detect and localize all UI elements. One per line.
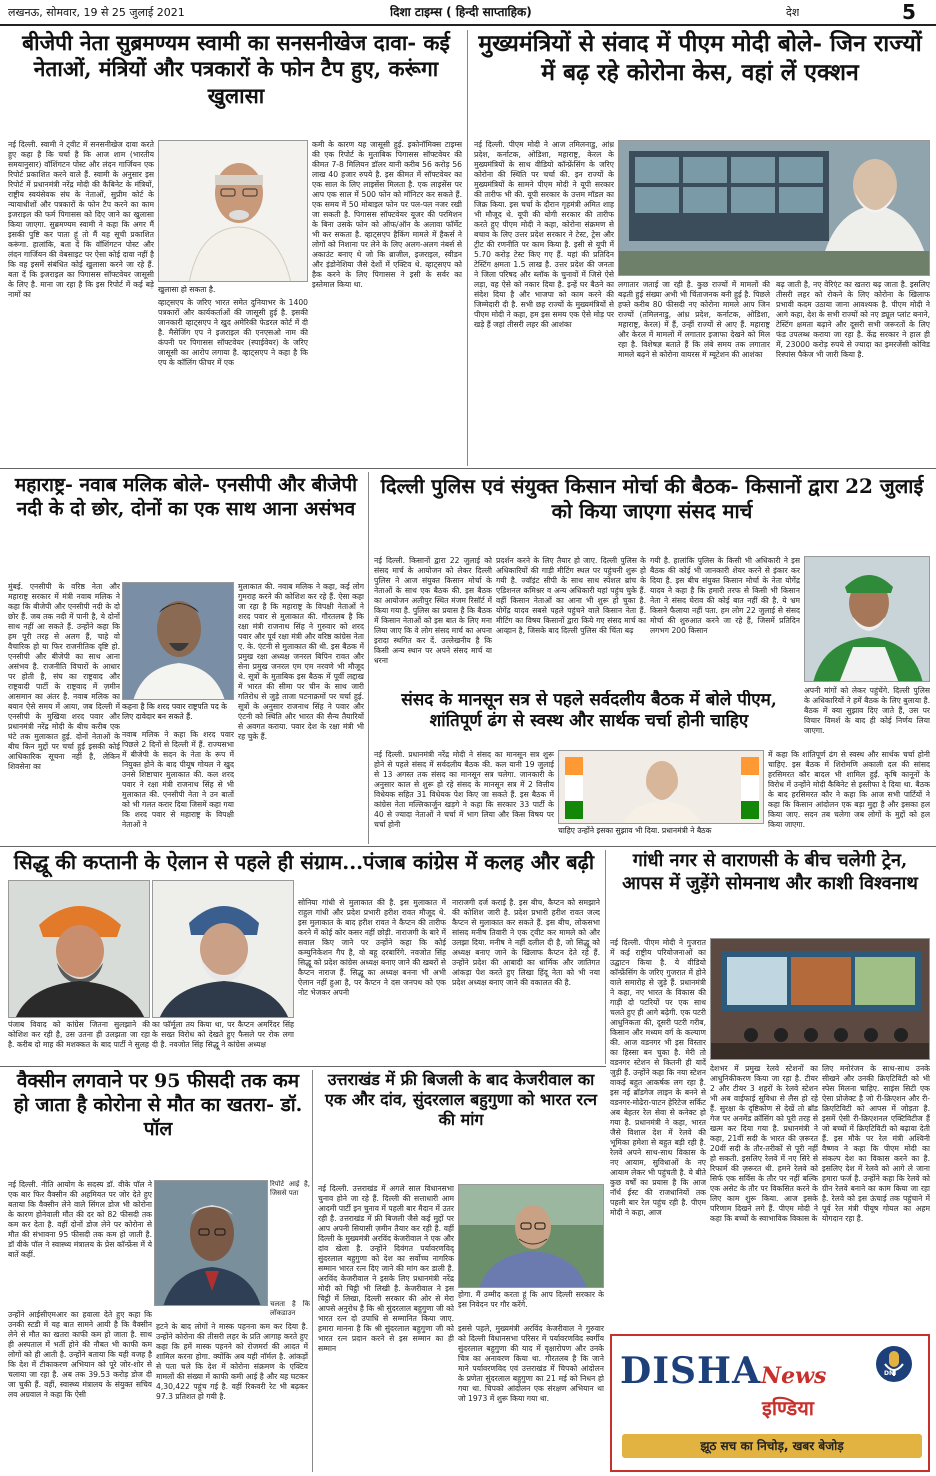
swamy-caption: खुलासा हो सकता है. bbox=[158, 285, 216, 294]
headline-vaccine: वैक्सीन लगवाने पर 95 फीसदी तक कम हो जाता है कोरोना से मौत का खतरा- डॉ. पॉल bbox=[13, 1070, 303, 1140]
sidhu-photo bbox=[8, 880, 150, 1018]
nawab-col-2: नवाब मलिक ने कहा कि शरद पवार पिछले 2 दिनों से दिल्ली में हैं. राज्यसभा में बीजेपी के सदन के नेता के रूप में नियुक्त होने के बाद पीयूष गोयल ने खुद उनसे शिष्टाचार मुलाकात की. कल शरद पवार ने रक्षा मंत्री राजनाथ सिंह से भी मुलाकात की. एनसीपी नेता ने उन बातों को भी गलत करार दिया जिसमें कहा गया कि शरद पवार से महाराष्ट्र के विपक्षी नेताओं ने bbox=[122, 730, 234, 830]
column-divider bbox=[605, 850, 606, 1064]
mic-label: DNI bbox=[884, 1370, 897, 1377]
train-col-1: नई दिल्ली. पीएम मोदी ने गुजरात में कई राष्ट्रीय परियोजनाओं का उद्घाटन किया है. ये वीडियो कॉन्फ्रेंसिंग के जरिए गुजरात में होने वाले समारोह से जुड़े हैं. प्रधानमंत्री ने कहा, नए भारत के विकास की गाड़ी दो पटरियों पर एक साथ चलते हुए ही आगे बढ़ेगी. एक पटरी आधुनिकता की, दूसरी पटरी गरीब, किसान और मध्यम वर्ग के कल्याण की. आज वडनगर भी इस विस्तार का हिस्सा बन चुका है. मेरी तो वडनगर स्टेशन से कितनी ही यादें जुड़ी हैं. उन्होंने कहा कि नया स्टेशन वाकई बहुत आकर्षक लग रहा है. इस नई ब्रॉडगेज लाइन के बनने से वडनगर-मोढेरा-पाटन हेरिटेज सर्किट अब बेहतर रेल सेवा से कनेक्ट हो गया है. प्रधानमंत्री ने कहा, भारत जैसे विशाल देश में रेलवे की भूमिका हमेशा से बहुत बड़ी रही है. रेलवे अपने साथ-साथ विकास के नए आयाम, सुविधाओं के नए आयाम लेकर भी पहुंचती है. ये बीते कुछ वर्षों का प्रयास है कि आज नॉर्थ ईस्ट की राजधानियों तक पहली बार रेल पहुंच रही है. पीएम मोदी ने कहा, आज bbox=[610, 938, 706, 1218]
column-divider bbox=[312, 1070, 313, 1472]
microphone-icon bbox=[874, 1344, 914, 1384]
headline-nawab-malik: महाराष्ट्र- नवाब मलिक बोले- एनसीपी और बीजेपी नदी के दो छोर, दोनों का एक साथ आना असंभव bbox=[14, 474, 358, 520]
kejriwal-col-1: नई दिल्ली. उत्तराखंड में अगले साल विधानसभा चुनाव होने जा रहे हैं. दिल्ली की सत्ताधारी आम आदमी पार्टी इन चुनाव में पहली बार मैदान में उतर रही है. उत्तराखंड में फ्री बिजली जैसे कई मुद्दों पर आप अपनी सियासी ज़मीन तैयार कर रही है. वहीं दिल्ली के मुख्यमंत्री अरविंद केजरीवाल ने एक और दांव खेला है. उन्होंने दिवंगत पर्यावरणविद् सुंदरलाल बहुगुणा को देश का सर्वोच्च नागरिक सम्मान भारत रत्न दिए जाने की मांग कर डाली है. अरविंद केजरीवाल ने इसके लिए प्रधानमंत्री नरेंद्र मोदी को चिट्ठी भी लिखी है. केजरीवाल ने इस चिट्ठी में लिखा, दिल्ली सरकार की ओर से मेरा आपसे अनुरोध है कि श्री सुंदरलाल बहुगुणा जी को भारत रत्न दो उपाधि से सम्मानित किया जाए. हमारा मानना है कि श्री सुंदरलाल बहुगुणा जी को भारत रत्न प्रदान करने से इस सम्मान का ही सम्मान bbox=[318, 1184, 454, 1354]
kisan-col-3: गयी है. हालांकि पुलिस के किसी भी अधिकारी ने इस बैठक की कोई भी जानकारी शेयर करने से इंकार कर दिया है. इस बीच संयुक्त किसान मोर्चा के नेता योगेंद्र यादव ने कहा है कि हमारी तरफ से किसी भी किसान नेता ने संसद घेराव की कोई बात नहीं की है. ये भ्रम किसने फैलाया नहीं पता. हम लोग 22 जुलाई से संसद मोर्चा की शुरुआत करने जा रहे हैं, जिसमें प्रतिदिन लगभग 200 किसान bbox=[650, 556, 800, 636]
allparty-col-2: में कहा कि शांतिपूर्ण ढंग से स्वस्थ और सार्थक चर्चा होनी चाहिए. इस बैठक में शिरोमणि अकाली दल की सांसद हरसिमरत कौर बादल भी शामिल हुईं. कृषि कानूनों के विरोध में उन्होंने मोदी कैबिनेट से इस्तीफा दे दिया था. बैठक के बाद हरसिमरत कौर ने कहा कि आज सभी पार्टियों ने कहा कि किसान आंदोलन एक बड़ा मुद्दा है और इसका हल किया जाए. सदन तब चलेगा जब लोगों के मुद्दों को हल किया जाएगा. bbox=[768, 750, 930, 830]
amarinder-photo bbox=[152, 880, 294, 1018]
nawab-malik-photo bbox=[122, 582, 234, 700]
headline-all-party-meeting: संसद के मानसून सत्र से पहले सर्वदलीय बैठक में बोले पीएम, शांतिपूर्ण ढंग से स्वस्थ और सार्थक चर्चा होनी चाहिए bbox=[401, 690, 777, 732]
vaccine-col-2: हटने के बाद लोगों ने मास्क पहनना कम कर दिया है. उन्होंने कोरोना की तीसरी लहर के प्रति आगाह करते हुए कहा कि हमें मास्क पहनने को रोजमर्रा की आदत में शामिल करना होगा. क्योंकि अब यही नॉर्मल है. आंकड़ों से पता चले कि देश में कोरोना संक्रमण के एक्टिव मामलों की संख्या में काफी कमी आई है और यह घटकर 4,30,422 पहुंच गई है. वहीं रिकवरी रेट भी बढ़कर 97.3 प्रतिशत हो गयी है. bbox=[156, 1322, 308, 1402]
punjab-caption-2: का फॉर्मूला तय किया था, पर कैप्टन अमरिंदर सिंह के सख्त विरोध को देखते हुए फैसले पर रोक लगा दी है. नवजोत सिंह सिद्धू ने कांग्रेस अध्यक्ष bbox=[152, 1020, 294, 1050]
column-divider bbox=[368, 472, 369, 844]
row-divider bbox=[0, 1066, 606, 1067]
column-divider bbox=[467, 30, 468, 466]
allparty-col-1: नई दिल्ली. प्रधानमंत्री नरेंद्र मोदी ने संसद का मानसून सत्र शुरू होने से पहले संसद में सर्वदलीय बैठक की. कल यानी 19 जुलाई से 13 अगस्त तक संसद का मानसून सत्र चलेगा. जानकारी के अनुसार काल से शुरू हो रहे संसद के मानसून सत्र में 2 वित्तीय विधेयक सहित 31 विधेयक पेश किए जा सकते हैं. इस बैठक में कांग्रेस नेता मल्लिकार्जुन खड़गे ने कहा कि सरकार 33 पार्टी के 40 से ज्यादा नेताओं ने चर्चा में भाग लिया और किस विषय पर चर्चा होनी bbox=[374, 750, 554, 830]
nawab-caption: कहना है कि शरद पवार राष्ट्रपति पद के लिए दावेदार बन सकते हैं. bbox=[122, 702, 227, 721]
headline-punjab-congress: सिद्धू की कप्तानी के ऐलान से पहले ही संग्राम...पंजाब कांग्रेस में कलह और बढ़ी bbox=[13, 850, 595, 874]
brand-hindi: इण्डिया bbox=[762, 1396, 814, 1420]
portrait-illustration bbox=[153, 881, 294, 1018]
portrait-illustration bbox=[159, 141, 308, 282]
disha-news-ad[interactable] bbox=[610, 1334, 930, 1472]
vaccine-intro: नई दिल्ली. नीति आयोग के सदस्य डॉ. वीके पॉल ने एक बार फिर वैक्सीन की अहमियत पर जोर देते हुए बताया कि वैक्सीन लेने वाले सिंगल डोज भी कोरोना के कारण होनेवाली मौत की दर को 82 फीसदी तक कम कर देता है. वहीं दोनों डोज लेने पर कोरोना से मौत की संभावना 95 फीसदी तक कम हो जाती है. डॉ वीके पॉल ने स्वास्थ्य मंत्रालय के प्रेस कॉन्फ्रेंस में ये बातें कहीं. bbox=[8, 1180, 152, 1260]
vaccine-side-1: रिपोर्ट आई है, जिससे पता bbox=[270, 1180, 310, 1198]
pm-video-conference-photo bbox=[618, 140, 930, 276]
allparty-caption: चाहिए उन्होंने इसका सुझाव भी दिया. प्रधानमंत्री ने बैठक bbox=[558, 826, 712, 835]
pm-cms-col-2: लगातार जताई जा रही है. कुछ राज्यों में मामलों की बढ़ती हुई संख्या अभी भी चिंताजनक बनी हुई है. पिछले हफ्ते करीब 80 फीसदी नए कोरोना मामले आप जिन राज्यों (तमिलनाडु, आंध्र प्रदेश, कर्नाटक, ओडिशा, महाराष्ट्र, केरल) में हैं, उन्हीं राज्यों से आए हैं. महाराष्ट्र और केरल में मामलों में लगातार इजाफा देखने को मिल रहा है. विशेषज्ञ बताते हैं कि लंबे समय तक लगातार मामले बढ़ने से कोरोना वायरस में म्यूटेशन की आशंका bbox=[618, 280, 770, 360]
train-col-3: लिए मनोरंजन के साथ-साथ उनके सीखने और उनकी क्रिएटिविटी को भी स्पेस मिलना चाहिए. साइंस सिटी एक ऐसा प्रोजेक्ट है जो री-क्रिएशन और री-क्रिएटिविटी को आपस में जोड़ता है. इसमें ऐसी री-क्रिएशनल एक्टिविटीज हैं जो बच्चों में क्रिएटिविटी को बढ़ावा देती हैं. इस मौके पर रेल मंत्री अश्विनी वैष्णव ने कहा कि पीएम मोदी का संकल्प देश का विकास करने का है. इसलिए देश में रेलवे को आगे ले जाना हमारा फर्ज है. उन्होंने कहा कि रेलवे को ग्रीन रेलवे बनाने का काम किया जा रहा है. रेलवे को इस ऊंचाई तक पहुंचाने में पूर्व रेल मंत्री पीयूष गोयल का अहम योगदान रहा है. bbox=[822, 1064, 930, 1224]
swamy-photo bbox=[158, 140, 308, 282]
masthead bbox=[0, 0, 936, 26]
train-col-2: देशभर में प्रमुख रेलवे स्टेशनों का आधुनिकीकरण किया जा रहा है. टीयर 2 और टीयर 3 शहरों के रेलवे स्टेशन भी अब वाईफाई सुविधा से लैस हो रहे हैं. सुरक्षा के दृष्टिकोण से देखें तो ब्रॉड गेज पर अनमेंड क्रॉसिंग को पूरी तरह से खत्म कर दिया गया है. प्रधानमंत्री ने कहा, 21वीं सदी के भारत की ज़रूरत 20वीं सदी के तौर-तरीकों से पूरी नहीं हो सकती. इसलिए रेलवे में नए सिरे से रिफार्म की ज़रूरत थी. हमने रेलवे को सिर्फ एक सर्विस के तौर पर नहीं बल्कि एक असेट के तौर पर विकसित करने के लिए काम शुरू किया. आज इसके परिणाम दिखने लगे हैं. पीएम मोदी ने कहा कि बच्चों के स्वाभाविक विकास के bbox=[710, 1064, 818, 1224]
nawab-col-1: मुंबई. एनसीपी के वरिष्ठ नेता और महाराष्ट्र सरकार में मंत्री नवाब मलिक ने कहा कि बीजेपी और एनसीपी नदी के दो छोर हैं. जब तक नदी में पानी है, ये दोनों साथ नहीं आ सकते हैं. उन्होंने कहा कि हम पूरी तरह से अलग हैं, चाहे वो वैचारिक हो या फिर राजनीतिक दृष्टि हो. एनसीपी और बीजेपी का साथ आना असंभव है. राजनीति विचारों के आधार पर होती है, संघ का राष्ट्रवाद और राष्ट्रवादी पार्टी के राष्ट्रवाद में ज़मीन आसमान का अंतर है. नवाब मलिक का बयान ऐसे समय में आया, जब दिल्ली में एनसीपी के मुखिया शरद पवार और प्रधानमंत्री नरेंद्र मोदी के बीच करीब एक घंटे तक मुलाकात हुई. दोनों नेताओं के बीच किन मुद्दों पर चर्चा हुई इसकी कोई आधिकारिक सूचना नहीं है, लेकिन शिवसेना का bbox=[8, 582, 120, 772]
kisan-col-1: नई दिल्ली. किसानों द्वारा 22 जुलाई को संसद मार्च के आयोजन को लेकर दिल्ली पुलिस ने आज संयुक्त किसान मोर्चा के नेताओं के साथ एक बैठक की. इस बैठक का आयोजन अलीपुर स्थित मंजम रिसॉर्ट में किया गया है. पुलिस का प्रयास है कि बैठक में किसान नेताओं को इस बात के लिए मना लिया जाए कि वे लोग संसद मार्च का अपना इरादा स्थगित कर दें. उल्लेखनीय है कि किसी अन्य स्थान पर अपने संसद मार्च या धरना bbox=[374, 556, 492, 666]
pm-cms-col-3: बढ़ जाती है, नए वेरिएंट का खतरा बढ़ जाता है. इसलिए तीसरी लहर को रोकने के लिए कोरोना के खिलाफ प्रभावी कदम उठाया जाना आवश्यक है. पीएम मोदी ने आगे कहा, देश के सभी राज्यों को नए ड्यूल प्लांट बनाने, टेस्टिंग क्षमता बढ़ाने और दूसरी सभी जरूरतों के लिए फंड उपलब्ध कराया जा रहा है. केंद्र सरकार ने हाल ही में, 23000 करोड़ रुपये से ज्यादा का इमरजेंसी कोविड रिस्पांस पैकेज भी जारी किया है. bbox=[776, 280, 930, 360]
pm-meeting-photo bbox=[558, 750, 764, 824]
pm-cms-col-1: नई दिल्ली. पीएम मोदी ने आज तमिलनाडु, आंध्र प्रदेश, कर्नाटक, ओडिशा, महाराष्ट्र, केरल के मुख्यमंत्रियों के साथ वीडियो कॉन्फ्रेंसिंग के जरिए कोरोना की स्थिति पर चर्चा की. इन राज्यों के मुख्यमंत्रियों के सामने पीएम मोदी ने यूपी सरकार की तारीफ भी की. यूपी सरकार के उत्तम मॉडल का जिक्र किया. इस चर्चा के दौरान गृहमंत्री अमित शाह भी मौजूद थे. यूपी की योगी सरकार की तारीफ करते हुए पीएम मोदी ने कहा, कोरोना संक्रमण से बचाव के लिए उत्तर प्रदेश सरकार ने टेस्ट, ट्रेस और ट्रीट की रणनीति पर काम किया है. इसी से यूपी में 5.70 करोड़ टेस्ट किए गए हैं. यहां की प्रतिदिन टेस्टिंग क्षमता 1.5 लाख है. उत्तर प्रदेश की जनता ने जिला परिषद और ब्लॉक के चुनावों में जिसे ऐसे लड़ा, वह ऐसे को नकार दिया है. इन्हें घर बैठने का संदेश दिया है और भाजपा को काम करने की जिम्मेदारी दी है. सभी छह राज्यों के मुख्यमंत्रियों से पीएम मोदी ने कहा, हम इस समय एक ऐसे मोड़ पर खड़े हैं जहां तीसरी लहर की आशंका bbox=[474, 140, 614, 330]
portrait-illustration bbox=[123, 583, 234, 700]
row-divider bbox=[0, 846, 936, 847]
kisan-col-2: प्रदर्शन करने के लिए तैयार हो जाए. दिल्ली पुलिस के अधिकारियों की गाड़ी मीटिंग स्थल पर पहुंचनी शुरू हो गयी है. ज्वॉइंट सीपी के साथ साथ स्पेशल ब्रांच के एडिशनल कमिश्नर व अन्य अधिकारी यहां पहुंच चुके हैं. वहीं किसान नेताओं का आना भी शुरू हो चुका है. योगेंद्र यादव सबसे पहले पहुंचने वाले किसान नेता हैं. मीटिंग का विषय किसानों द्वारा किये गए संसद मार्च का आव्हान है, जिसके बाद दिल्ली पुलिस की चिंता बढ़ bbox=[496, 556, 646, 636]
paper-name: दिशा टाइम्स ( हिन्दी साप्ताहिक) bbox=[390, 5, 532, 19]
dr-paul-photo bbox=[154, 1180, 268, 1306]
kejriwal-photo bbox=[458, 1184, 604, 1288]
punjab-col-1: सोनिया गांधी से मुलाकात की है. इस मुलाकात में राहुल गांधी और प्रदेश प्रभारी हरीश रावत मौजूद थे. इस मुलाकात के बाद हरीश रावत ने कैप्टन की तारीफ करने में कोई कोर कसर नहीं छोड़ी. नाराजगी के बारे में सवाल किए जाने पर उन्होंने कहा कि कोई कम्युनिकेशन गैप है, वो बहू दरबारिंगे. नवजोत सिंह सिद्धू को प्रदेश कांग्रेस अध्यक्ष बनाए जाने की खबरों से कैप्टन नाराज हैं. सिद्धू का अध्यक्ष बनना भी अभी ऐलान नहीं हुआ है, पर कैप्टन ने दस जनपथ को एक नोट भेजकर अपनी bbox=[298, 898, 446, 998]
pm-flag-illustration bbox=[559, 751, 764, 824]
swamy-col-3: कमी के कारण यह जासूसी हुई. इकोनॉमिक्स टाइम्स की एक रिपोर्ट के मुताबिक पिगासस सॉफ्टवेयर की कीमत 7-8 मिलियन डॉलर यानी करीब 56 करोड़ 56 लाख 40 हजार रुपये है. इस कीमत में सॉफ्टवेयर का एक साल के लिए लाइसेंस मिलता है. एक लाइसेंस पर आप एक साल में 500 फोन को मॉनिटर कर सकते हैं. एक समय में 50 मोबाइल फोन पर पल-पल नजर रखी जा सकती है. पिगासस सॉफ्टवेयर यूजर की परमिशन के बिना उसके फोन को ऑफ/ऑन के अलावा फॉर्मेट भी कर सकता है. व्हाट्सएप हैकिंग मामले में हैकर्स ने लोगों को निशाना पर लेने के लिए अलग-अलग नंबर्स से अकाउंट बनाए थे जो कि ब्राजील, इजराइल, स्वीडन और इंडोनेशिया जैसे देशों में एक्टिव थे. व्हाट्सएप को हैक करने के लिए पिगासस ने इसी के सर्वर का इस्तेमाल किया था. bbox=[312, 140, 462, 290]
train-event-illustration bbox=[711, 939, 930, 1060]
portrait-illustration bbox=[9, 881, 150, 1018]
punjab-caption-1: पंजाब विवाद को कांग्रेस जितना सुलझाने की कोशिश कर रही है, उस उतना ही उलझता जा रहा है. करीब दो माह की मशक्कत के बाद पार्टी ने सुलह bbox=[8, 1020, 150, 1050]
rakesh-tikait-photo bbox=[804, 556, 930, 682]
swamy-col-2: व्हाट्सएप के जरिए भारत समेत दुनियाभर के 1400 पत्रकारों और कार्यकर्ताओं की जासूसी हुई है. इसकी जानकारी व्हाट्सएप ने खुद अमेरिकी फेडरल कोर्ट में दी है. मैसेजिंग एप ने इजराइल की एनएसओ नाम की कंपनी पर पिगासस सॉफ्टवेयर (स्पाईवेयर) के जरिए जासूसी का आरोप लगाया है. व्हाट्सएप ने कहा है कि एप के कॉलिंग फीचर में एक bbox=[158, 298, 308, 368]
nawab-col-3: मुलाकात की. नवाब मलिक ने कहा, कई लोग गुमराह करने की कोशिश कर रहे हैं. ऐसा कहा जा रहा है कि महाराष्ट्र के विपक्षी नेताओं ने शरद पवार से मुलाकात की. गौरतलब है कि रक्षा मंत्री राजनाथ सिंह ने गुरुवार को शरद पवार और पूर्व रक्षा मंत्री और वरिष्ठ कांग्रेस नेता ए. के. एंटनी से मुलाकात की थी. इस बैठक में प्रमुख रक्षा अध्यक्ष जनरल बिपिन रावत और सेना प्रमुख जनरल एम एम नरवणे भी मौजूद थे. सूत्रों के मुताबिक इस बैठक में पूर्वी लद्दाख में भारत की सीमा पर चीन के साथ जारी गतिरोध से जुड़े ताजा घटनाक्रमों पर चर्चा हुई. सूत्रों के अनुसार राजनाथ सिंह ने पवार और एंटनी को स्थिति और भारत की सैन्य तैयारियों से अवगत कराया. पवार देश के रक्षा मंत्री भी रह चुके हैं. bbox=[238, 582, 364, 742]
farmer-leader-illustration bbox=[805, 557, 930, 682]
kejriwal-caption: होगा. मैं उम्मीद करता हूं कि आप दिल्ली सरकार के इस निवेदन पर गौर करेंगे. bbox=[458, 1290, 604, 1310]
vaccine-col-1: उन्होंने आईसीएमआर का हवाला देते हुए कहा कि उनकी स्टडी में यह बात सामने आयी है कि वैक्सीन लेने से मौत का खतरा काफी कम हो जाता है. साथ ही अस्पताल में भर्ती होने की नौबत भी काफी कम लोगों को ही आती है. उन्होंने बताया कि यही वजह है कि देश में टीकाकरण अभियान को पूरे जोर-शोर से चलाया जा रहा है. अब तक 39.53 करोड़ डोज दी जा चुकी हैं. वहीं, स्वास्थ्य मंत्रालय के संयुक्त सचिव लव अग्रवाल ने कहा कि ऐसी bbox=[8, 1310, 152, 1400]
video-conference-illustration bbox=[619, 141, 930, 276]
headline-pm-cms: मुख्यमंत्रियों से संवाद में पीएम मोदी बोले- जिन राज्यों में बढ़ रहे कोरोना केस, वहां लें एक्शन bbox=[478, 30, 922, 86]
brand-news: News bbox=[761, 1363, 827, 1389]
date-line: लखनऊ, सोमवार, 19 से 25 जुलाई 2021 bbox=[8, 6, 185, 19]
headline-kisan-march: दिल्ली पुलिस एवं संयुक्त किसान मोर्चा की बैठक- किसानों द्वारा 22 जुलाई को किया जाएगा संसद मार्च bbox=[380, 474, 924, 523]
ad-tagline: झूठ सच का निचोड़, खबर बेजोड़ bbox=[622, 1434, 922, 1458]
row-divider bbox=[0, 468, 936, 469]
headline-train: गांधी नगर से वाराणसी के बीच चलेगी ट्रेन, आपस में जुड़ेंगे सोमनाथ और काशी विश्वनाथ bbox=[622, 850, 918, 894]
kejriwal-col-2: इससे पहले, मुख्यमंत्री अरविंद केजरीवाल ने गुरुवार को दिल्ली विधानसभा परिसर में पर्यावरणविद स्वर्गीय सुंदरलाल बहुगुणा की याद में वृक्षारोपण और उनके चित्र का अनावरण किया था. गौरतलब है कि जाने माने पर्यावरणविद एवं उत्तराखंड में चिपको आंदोलन के प्रणेता सुंदरलाल बहुगुणा का 21 मई को निधन हो गया था. चिपको आंदोलन एक संरक्षण अभियान था जो 1973 में शुरू किया गया था. bbox=[458, 1324, 604, 1404]
kisan-caption: अपनी मांगों को लेकर पहुंचेंगे. दिल्ली पुलिस के अधिकारियों ने हमें बैठक के लिए बुलाया है. बैठक में क्या सुझाव दिए जाते हैं, उस पर विचार विमर्श के बाद ही कोई निर्णय लिया जाएगा. bbox=[804, 686, 930, 736]
swamy-col-1: नई दिल्ली. स्वामी ने ट्वीट में सनसनीखेज दावा करते हुए कहा है कि चर्चा है कि आज शाम (भारतीय समयानुसार) वॉशिंगटन पोस्ट और लंदन गार्जियन एक रिपोर्ट प्रकाशित करने वाले हैं. स्वामी के अनुसार इस रिपोर्ट में प्रधानमंत्री नरेंद्र मोदी की कैबिनेट के मंत्रियों, राष्ट्रीय स्वयंसेवक संघ के नेताओं, सुप्रीम कोर्ट के न्यायाधीशों और पत्रकारों के फोन टैप करने का काम इजराइल की फर्म पिगासस को दिए जाने का खुलासा किया जाएगा. सुब्रमण्यम स्वामी ने कहा कि अगर मैं इसकी पुष्टि कर पाता हूं तो मैं यह सूची प्रकाशित करूंगा. हालांकि, बता दें कि वॉशिंगटन पोस्ट और लंदन गार्जियन की वेबसाइट पर ऐसा कोई दावा नहीं है कि वह इसमें संबंधित कोई खुलासा करने जा रहे हैं. बता दें कि इजराइल का पिगासस सॉफ्टवेयर जासूसी के लिए है. माना जा रहा है कि इस रिपोर्ट में कई बड़े नामों का bbox=[8, 140, 154, 300]
headline-kejriwal: उत्तराखंड में फ्री बिजली के बाद केजरीवाल का एक और दांव, सुंदरलाल बहुगुणा को भारत रत्न की मांग bbox=[324, 1070, 598, 1129]
page-number: 5 bbox=[902, 0, 916, 24]
punjab-col-2: नाराजगी दर्ज कराई है. इस बीच, कैप्टन को समझाने की कोशिश जारी है. प्रदेश प्रभारी हरीश रावत जल्द कैप्टन से मुलाकात कर सकते हैं. इस बीच, लोकसभा सांसद मनीष तिवारी ने एक ट्वीट कर मामले को और उलझा दिया. मनीष ने नहीं दलील दी है, जो सिद्धू को अध्यक्ष बनाए जाने के खिलाफ कैप्टन देते रहे हैं. उन्होंने प्रदेश की आबादी का धार्मिक और जातिगत आंकड़ा पेश करते हुए लिखा हिंदू नेता को भी नया प्रदेश अध्यक्ष बनाए जाने की वकालत की है. bbox=[452, 898, 600, 988]
portrait-illustration bbox=[155, 1181, 268, 1306]
brand-disha: DISHA bbox=[620, 1350, 762, 1390]
headline-swamy: बीजेपी नेता सुब्रमण्यम स्वामी का सनसनीखेज दावा- कई नेताओं, मंत्रियों और पत्रकारों के फोन टैप हुए, करूंगा खुलासा bbox=[22, 30, 450, 108]
train-inauguration-photo bbox=[710, 938, 930, 1060]
portrait-illustration bbox=[459, 1185, 604, 1288]
vaccine-side-2: चलता है कि लॉकडाउन bbox=[270, 1300, 310, 1318]
section-label: देश bbox=[786, 6, 800, 19]
